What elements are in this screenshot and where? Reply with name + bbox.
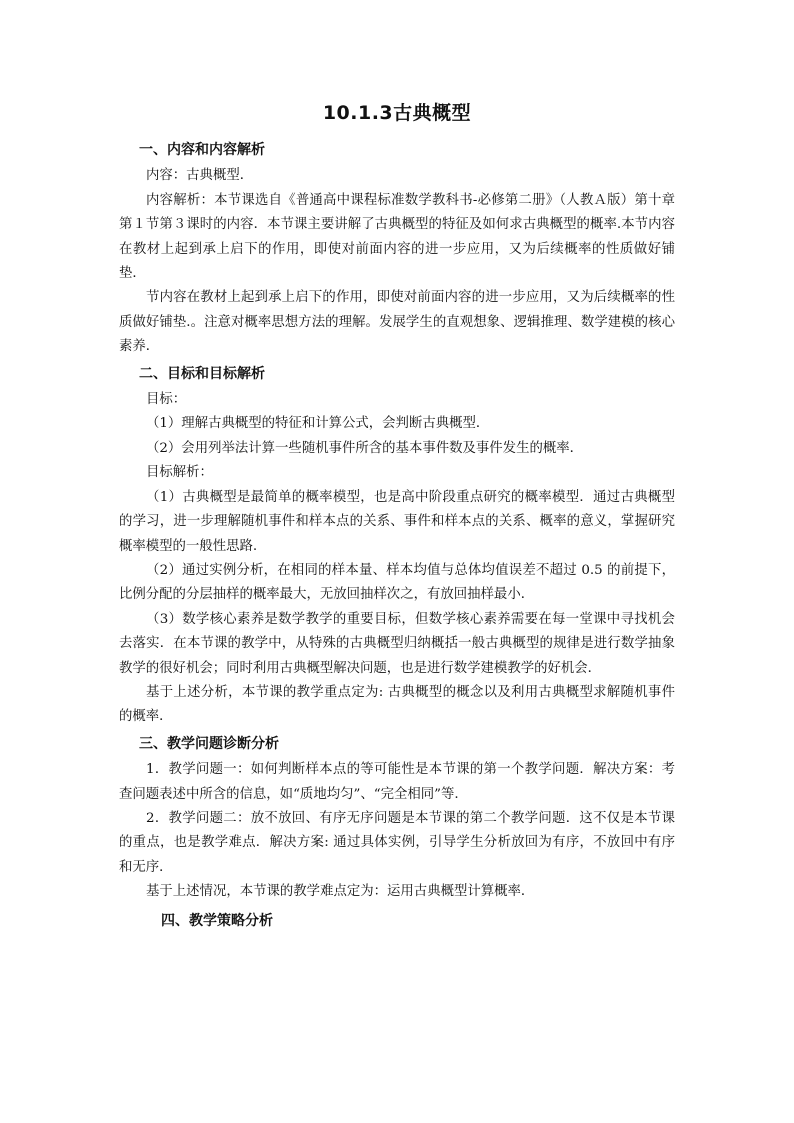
paragraph: （2）会用列举法计算一些随机事件所含的基本事件数及事件发生的概率． xyxy=(146,440,584,456)
section-content-analysis xyxy=(119,138,675,360)
paragraph: 目标解析： xyxy=(146,465,213,481)
paragraph: 内容解析：本节课选自《普通高中课程标准数学教科书-必修第二册》（人教Ａ版）第十章第１节第３课时的内容．本节课主要讲解了古典概型的特征及如何求古典概型的概率.本节内容在教材上起到承上启下的作用，即使对前面内容的进一步应用，又为后续概率的性质做好铺垫． xyxy=(119,192,675,282)
paragraph: 2．教学问题二：放不放回、有序无序问题是本节课的第二个教学问题．这不仅是本节课的重点，也是教学难点．解决方案: 通过具体实例，引导学生分析放回为有序，不放回中有序和无序． xyxy=(119,810,675,875)
section-goal-analysis xyxy=(119,362,675,730)
section-heading: 二、目标和目标解析 xyxy=(139,365,265,382)
document-title: 10.1.3古典概型 xyxy=(322,102,472,124)
paragraph: （1）理解古典概型的特征和计算公式，会判断古典概型． xyxy=(146,416,490,432)
section-heading: 三、教学问题诊断分析 xyxy=(139,735,279,752)
document-body xyxy=(119,136,675,935)
paragraph: （3）数学核心素养是数学教学的重要目标，但数学核心素养需要在每一堂课中寻找机会去落实．在本节课的教学中，从特殊的古典概型归纳概括一般古典概型的规律是进行数学抽象教学的很好机会；同时利用古典概型解决问题，也是进行数学建模教学的好机会． xyxy=(119,611,675,676)
paragraph: （1）古典概型是最简单的概率模型，也是高中阶段重点研究的概率模型．通过古典概型的学习，进一步理解随机事件和样本点的关系、事件和样本点的关系、概率的意义，掌握研究概率模型的一般性思路. xyxy=(119,489,675,554)
section-heading: 一、内容和内容解析 xyxy=(139,142,265,158)
section-teaching-strategy xyxy=(119,909,675,933)
section-problem-diagnosis xyxy=(119,732,675,905)
paragraph: 基于上述情况，本节课的教学难点定为：运用古典概型计算概率． xyxy=(146,884,535,900)
paragraph: 内容：古典概型． xyxy=(146,168,254,184)
section-heading: 四、教学策略分析 xyxy=(161,912,273,929)
paragraph: 目标： xyxy=(146,392,187,408)
paragraph: （2）通过实例分析，在相同的样本量、样本均值与总体均值误差不超过 0.5 的前提下，比例分配的分层抽样的概率最大，无放回抽样次之，有放回抽样最小． xyxy=(119,562,675,603)
paragraph: 1．教学问题一：如何判断样本点的等可能性是本节课的第一个教学问题．解决方案：考查问题表述中所含的信息，如“质地均匀”、“完全相同”等. xyxy=(119,762,675,802)
paragraph: 基于上述分析，本节课的教学重点定为: 古典概型的概念以及利用古典概型求解随机事件的概率． xyxy=(119,684,675,725)
paragraph: 节内容在教材上起到承上启下的作用，即使对前面内容的进一步应用，又为后续概率的性质做好铺垫.。注意对概率思想方法的理解。发展学生的直观想象、逻辑推理、数学建模的核心素养． xyxy=(119,290,675,355)
